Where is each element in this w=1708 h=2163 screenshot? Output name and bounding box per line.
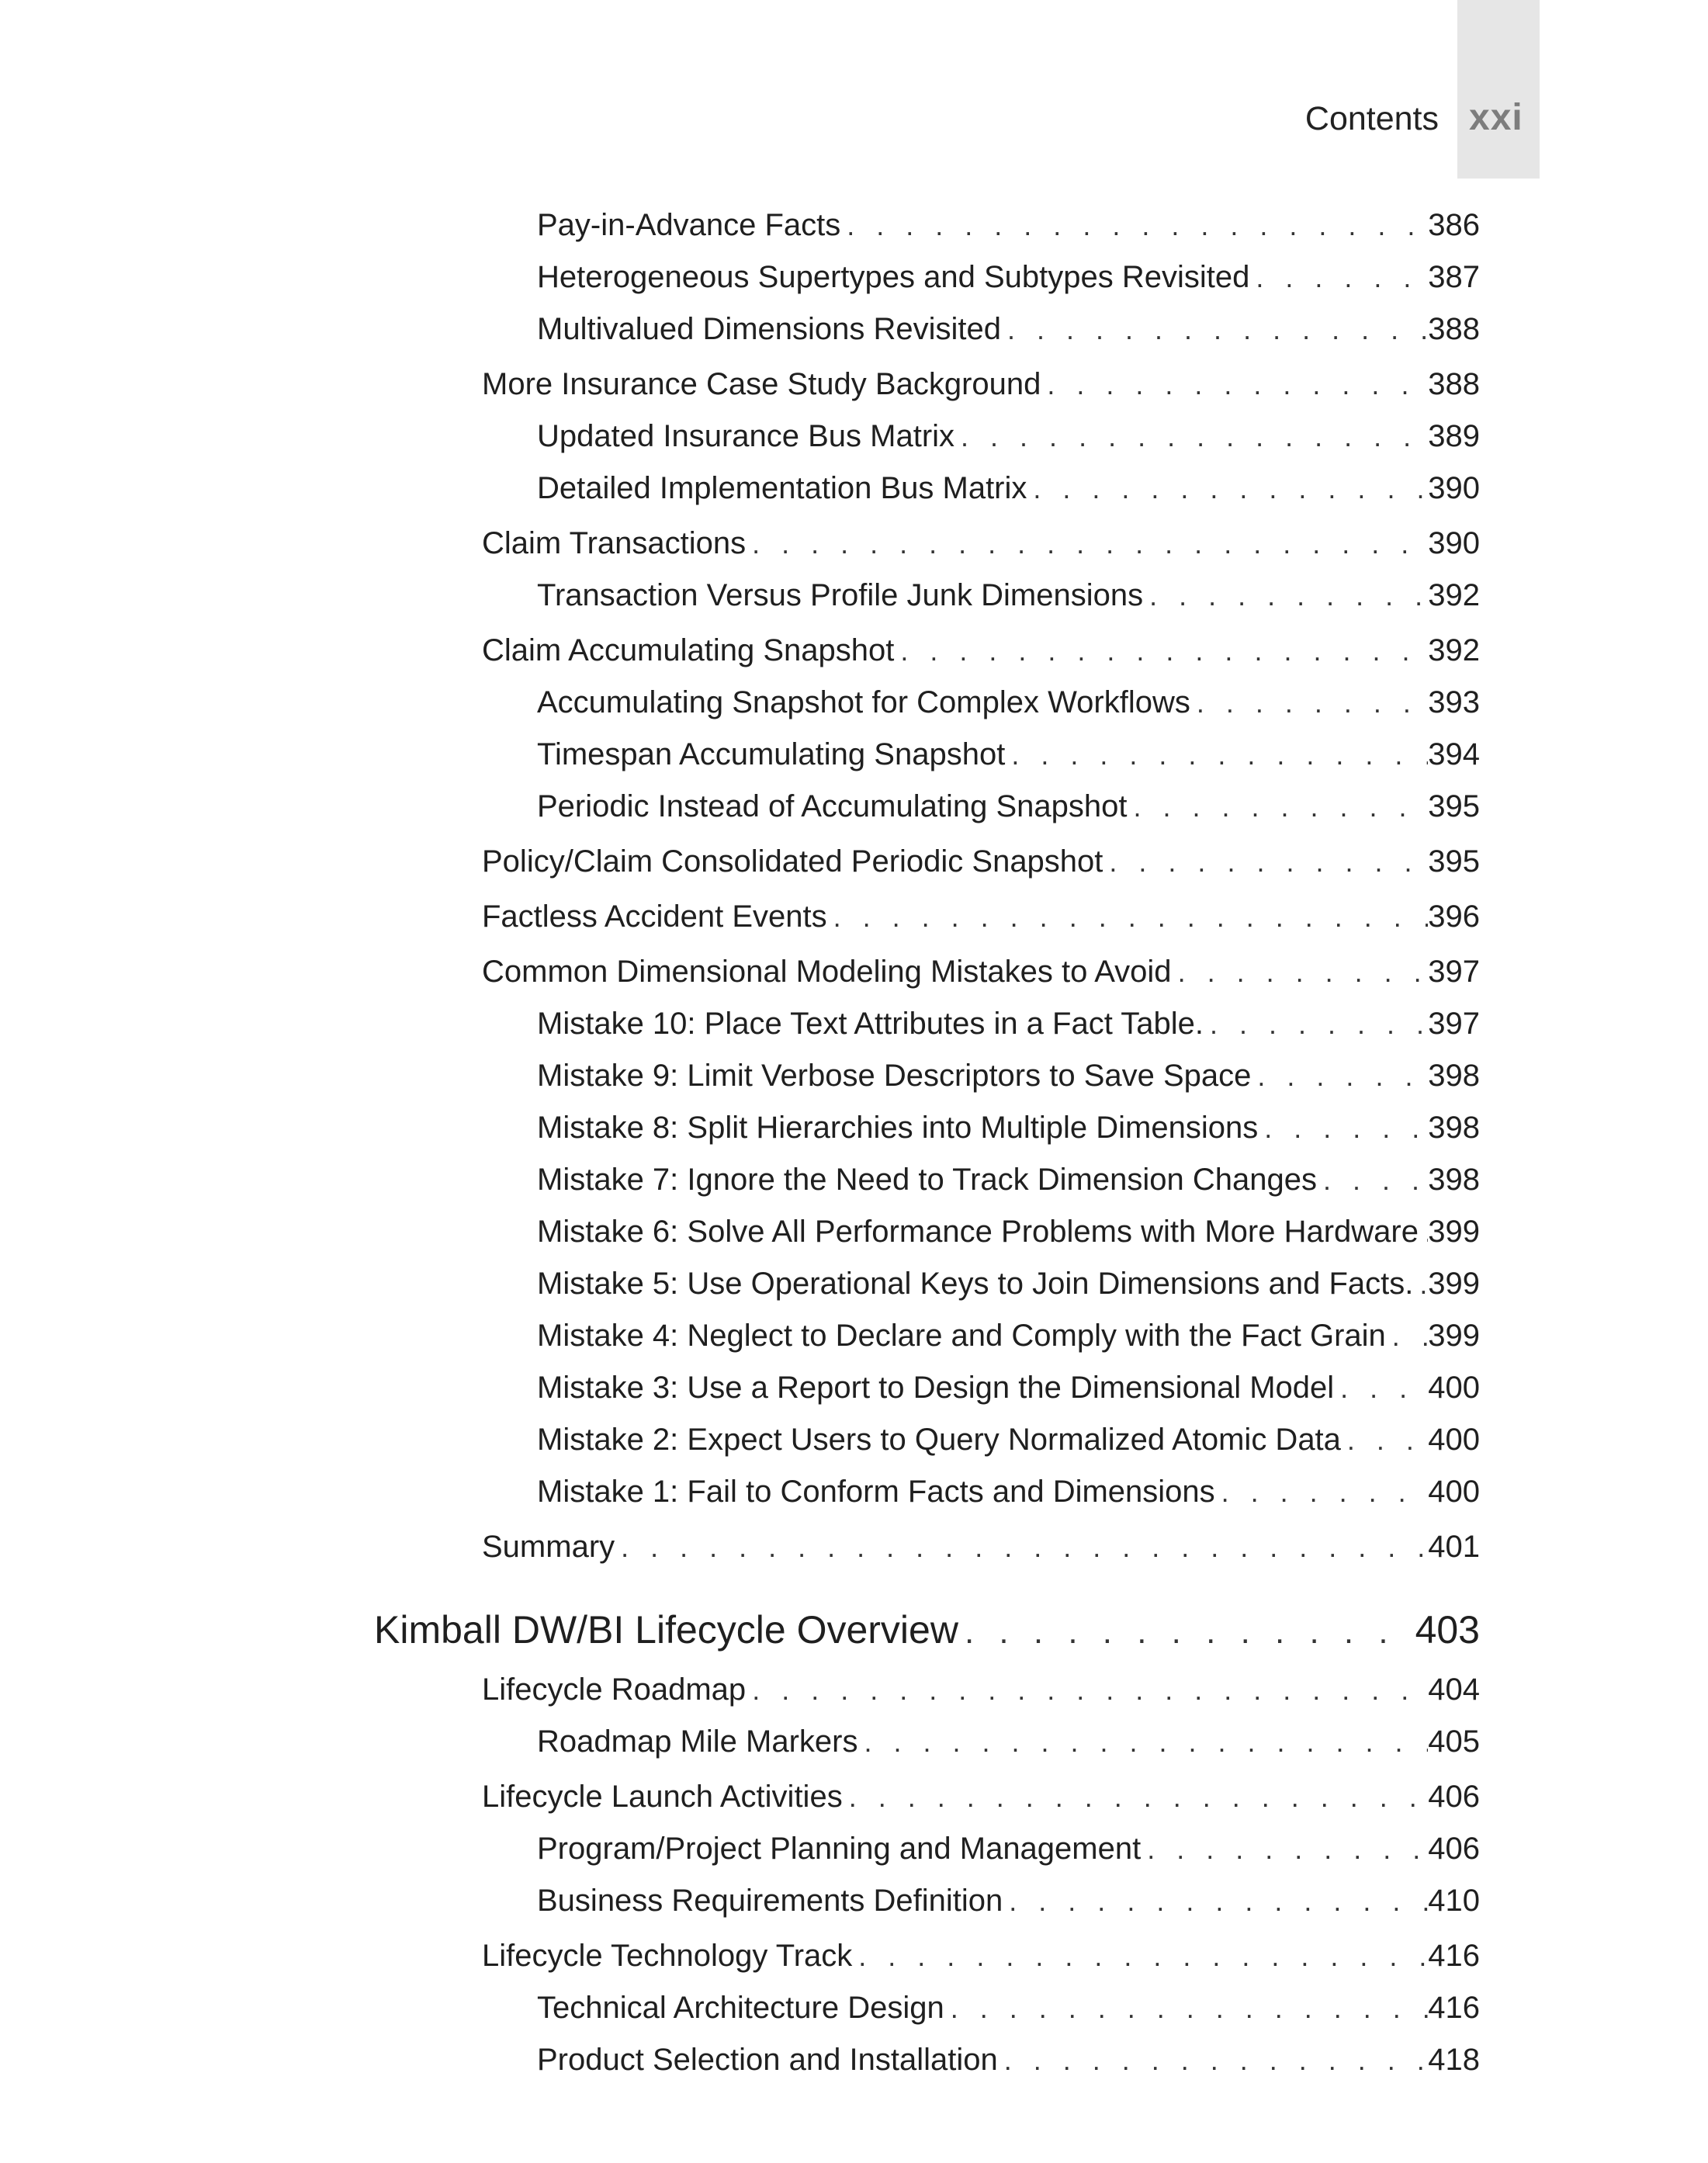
dot-leader — [1143, 580, 1428, 612]
toc-entry-title: Updated Insurance Bus Matrix — [537, 419, 955, 453]
toc-entry-title: Mistake 7: Ignore the Need to Track Dimension Changes — [537, 1163, 1317, 1197]
dot-leader — [1003, 1885, 1428, 1918]
toc-entry-page: 390 — [1428, 471, 1480, 505]
toc-entry[interactable] — [482, 955, 1480, 990]
toc-entry-title: Transaction Versus Profile Junk Dimensions — [537, 578, 1144, 612]
dot-leader — [1204, 1008, 1428, 1041]
toc-entry-title: Technical Architecture Design — [537, 1991, 944, 2025]
toc-entry-page: 394 — [1428, 737, 1480, 771]
toc-entry[interactable] — [537, 789, 1480, 824]
dot-leader — [1141, 1833, 1428, 1866]
toc-entry-title: Product Selection and Installation — [537, 2043, 998, 2077]
toc-entry-page: 397 — [1428, 955, 1480, 989]
toc-entry-page: 400 — [1428, 1371, 1480, 1405]
dot-leader — [746, 1674, 1428, 1707]
dot-leader — [1413, 1268, 1428, 1301]
toc-entry-page: 399 — [1428, 1319, 1480, 1353]
toc-entry-page: 398 — [1428, 1111, 1480, 1145]
toc-entry-page: 416 — [1428, 1991, 1480, 2025]
dot-leader — [1249, 262, 1428, 294]
toc-entry-page: 388 — [1428, 312, 1480, 346]
toc-entry-title: Mistake 3: Use a Report to Design the Dimensional Model — [537, 1371, 1335, 1405]
toc-entry-page: 398 — [1428, 1059, 1480, 1093]
dot-leader — [1419, 1216, 1428, 1249]
toc-entry[interactable] — [482, 367, 1480, 402]
dot-leader — [843, 1781, 1429, 1814]
toc-entry-page: 404 — [1428, 1673, 1480, 1707]
dot-leader — [1341, 1424, 1428, 1457]
page-number: xxi — [1469, 97, 1523, 138]
toc-entry-page: 400 — [1428, 1423, 1480, 1457]
toc-entry-title: Kimball DW/BI Lifecycle Overview — [374, 1608, 958, 1652]
dot-leader — [1317, 1164, 1428, 1197]
dot-leader — [1251, 1060, 1428, 1093]
toc-entry[interactable] — [537, 208, 1480, 243]
dot-leader — [1027, 473, 1428, 505]
toc-entry-page: 387 — [1428, 260, 1480, 294]
toc-entry-page: 405 — [1428, 1725, 1480, 1759]
toc-entry[interactable] — [482, 900, 1480, 934]
toc-entry-title: Mistake 10: Place Text Attributes in a Fact Table. — [537, 1007, 1204, 1041]
toc-entry-page: 400 — [1428, 1475, 1480, 1509]
toc-entry-title: Roadmap Mile Markers — [537, 1725, 858, 1759]
toc-entry-page: 386 — [1428, 208, 1480, 242]
toc-entry[interactable] — [537, 1475, 1480, 1510]
toc-entry[interactable] — [537, 1215, 1480, 1250]
toc-entry-title: Claim Accumulating Snapshot — [482, 633, 895, 667]
toc-chapter-entry[interactable] — [374, 1607, 1480, 1652]
dot-leader — [1258, 1112, 1428, 1145]
dot-leader — [1386, 1320, 1428, 1353]
dot-leader — [894, 635, 1428, 667]
toc-entry[interactable] — [537, 260, 1480, 295]
toc-entry-page: 397 — [1428, 1007, 1480, 1041]
toc-entry-title: Mistake 1: Fail to Conform Facts and Dimensions — [537, 1475, 1215, 1509]
toc-entry-page: 388 — [1428, 367, 1480, 401]
toc-entry-title: Lifecycle Technology Track — [482, 1939, 853, 1973]
toc-entry-page: 392 — [1428, 633, 1480, 667]
toc-entry[interactable] — [537, 1725, 1480, 1759]
toc-entry-title: Lifecycle Launch Activities — [482, 1780, 843, 1814]
toc-entry-title: Accumulating Snapshot for Complex Workflows — [537, 685, 1190, 719]
toc-entry-title: Multivalued Dimensions Revisited — [537, 312, 1002, 346]
header-tab-background — [1457, 0, 1540, 179]
dot-leader — [1005, 739, 1428, 771]
toc-entry-title: Mistake 9: Limit Verbose Descriptors to Save Space — [537, 1059, 1252, 1093]
toc-entry-title: Mistake 5: Use Operational Keys to Join Dimensions and Facts. — [537, 1267, 1414, 1301]
toc-entry-page: 392 — [1428, 578, 1480, 612]
toc-entry-page: 393 — [1428, 685, 1480, 719]
toc-entry[interactable] — [537, 1111, 1480, 1146]
toc-entry[interactable] — [482, 1673, 1480, 1707]
dot-leader — [958, 1613, 1415, 1652]
toc-entry[interactable] — [482, 633, 1480, 668]
toc-entry-title: Program/Project Planning and Management — [537, 1832, 1142, 1866]
toc-entry-title: Common Dimensional Modeling Mistakes to Avoid — [482, 955, 1172, 989]
toc-entry-title: Mistake 4: Neglect to Declare and Comply with the Fact Grain — [537, 1319, 1386, 1353]
toc-entry[interactable] — [537, 737, 1480, 772]
toc-entry[interactable] — [537, 1319, 1480, 1354]
toc-entry-title: Mistake 6: Solve All Performance Problems with More Hardware — [537, 1215, 1419, 1249]
toc-entry[interactable] — [537, 1163, 1480, 1198]
toc-entry[interactable] — [537, 1832, 1480, 1867]
toc-entry[interactable] — [482, 1530, 1480, 1565]
dot-leader — [1103, 846, 1428, 879]
toc-entry[interactable] — [537, 1423, 1480, 1458]
toc-entry-page: 396 — [1428, 900, 1480, 934]
toc-entry-title: Detailed Implementation Bus Matrix — [537, 471, 1027, 505]
toc-entry[interactable] — [482, 526, 1480, 561]
dot-leader — [827, 901, 1429, 934]
toc-entry-title: Lifecycle Roadmap — [482, 1673, 747, 1707]
toc-entry[interactable] — [537, 312, 1480, 347]
toc-entry-title: Policy/Claim Consolidated Periodic Snapshot — [482, 844, 1103, 879]
dot-leader — [1041, 369, 1428, 401]
dot-leader — [1215, 1476, 1429, 1509]
toc-entry-page: 406 — [1428, 1780, 1480, 1814]
toc-entry-title: Heterogeneous Supertypes and Subtypes Revisited — [537, 260, 1250, 294]
dot-leader — [857, 1726, 1428, 1759]
dot-leader — [998, 2044, 1429, 2077]
toc-entry-title: More Insurance Case Study Background — [482, 367, 1041, 401]
toc-entry-title: Summary — [482, 1530, 615, 1564]
toc-entry-page: 399 — [1428, 1267, 1480, 1301]
toc-entry-page: 395 — [1428, 789, 1480, 823]
toc-entry-title: Mistake 8: Split Hierarchies into Multiple Dimensions — [537, 1111, 1259, 1145]
dot-leader — [1001, 314, 1428, 346]
toc-entry-page: 390 — [1428, 526, 1480, 560]
toc-entry[interactable] — [537, 578, 1480, 613]
toc-entry-page: 403 — [1415, 1608, 1480, 1652]
dot-leader — [954, 421, 1428, 453]
dot-leader — [852, 1940, 1428, 1973]
toc-entry-page: 398 — [1428, 1163, 1480, 1197]
toc-entry[interactable] — [537, 419, 1480, 454]
toc-entry[interactable] — [537, 1884, 1480, 1919]
toc-entry-title: Business Requirements Definition — [537, 1884, 1003, 1918]
toc-entry-page: 389 — [1428, 419, 1480, 453]
toc-entry-title: Factless Accident Events — [482, 900, 827, 934]
toc-entry-title: Pay-in-Advance Facts — [537, 208, 841, 242]
toc-entry-page: 406 — [1428, 1832, 1480, 1866]
toc-entry-page: 395 — [1428, 844, 1480, 879]
dot-leader — [1127, 791, 1428, 823]
toc-entry[interactable] — [537, 1991, 1480, 2026]
toc-entry-title: Claim Transactions — [482, 526, 747, 560]
dot-leader — [840, 210, 1428, 242]
toc-entry-page: 418 — [1428, 2043, 1480, 2077]
toc-entry[interactable] — [482, 1780, 1480, 1815]
toc-entry-page: 416 — [1428, 1939, 1480, 1973]
dot-leader — [1334, 1372, 1428, 1405]
toc-entry[interactable] — [537, 1059, 1480, 1094]
toc-entry-title: Timespan Accumulating Snapshot — [537, 737, 1006, 771]
toc-entry[interactable] — [537, 685, 1480, 720]
dot-leader — [615, 1531, 1428, 1564]
toc-entry[interactable] — [482, 844, 1480, 879]
dot-leader — [746, 528, 1428, 560]
dot-leader — [1172, 956, 1429, 989]
toc-entry[interactable] — [537, 1371, 1480, 1406]
toc-entry-page: 410 — [1428, 1884, 1480, 1918]
toc-entry-title: Periodic Instead of Accumulating Snapshot — [537, 789, 1128, 823]
toc-entry[interactable] — [537, 2043, 1480, 2078]
toc-entry[interactable] — [537, 471, 1480, 506]
running-header-label: Contents — [1304, 100, 1439, 137]
toc-entry[interactable] — [537, 1007, 1480, 1042]
toc-entry[interactable] — [482, 1939, 1480, 1974]
toc-entry-title: Mistake 2: Expect Users to Query Normalized Atomic Data — [537, 1423, 1341, 1457]
toc-entry-page: 401 — [1428, 1530, 1480, 1564]
dot-leader — [944, 1992, 1429, 2025]
dot-leader — [1190, 687, 1428, 719]
toc-entry-page: 399 — [1428, 1215, 1480, 1249]
toc-entry[interactable] — [537, 1267, 1480, 1302]
